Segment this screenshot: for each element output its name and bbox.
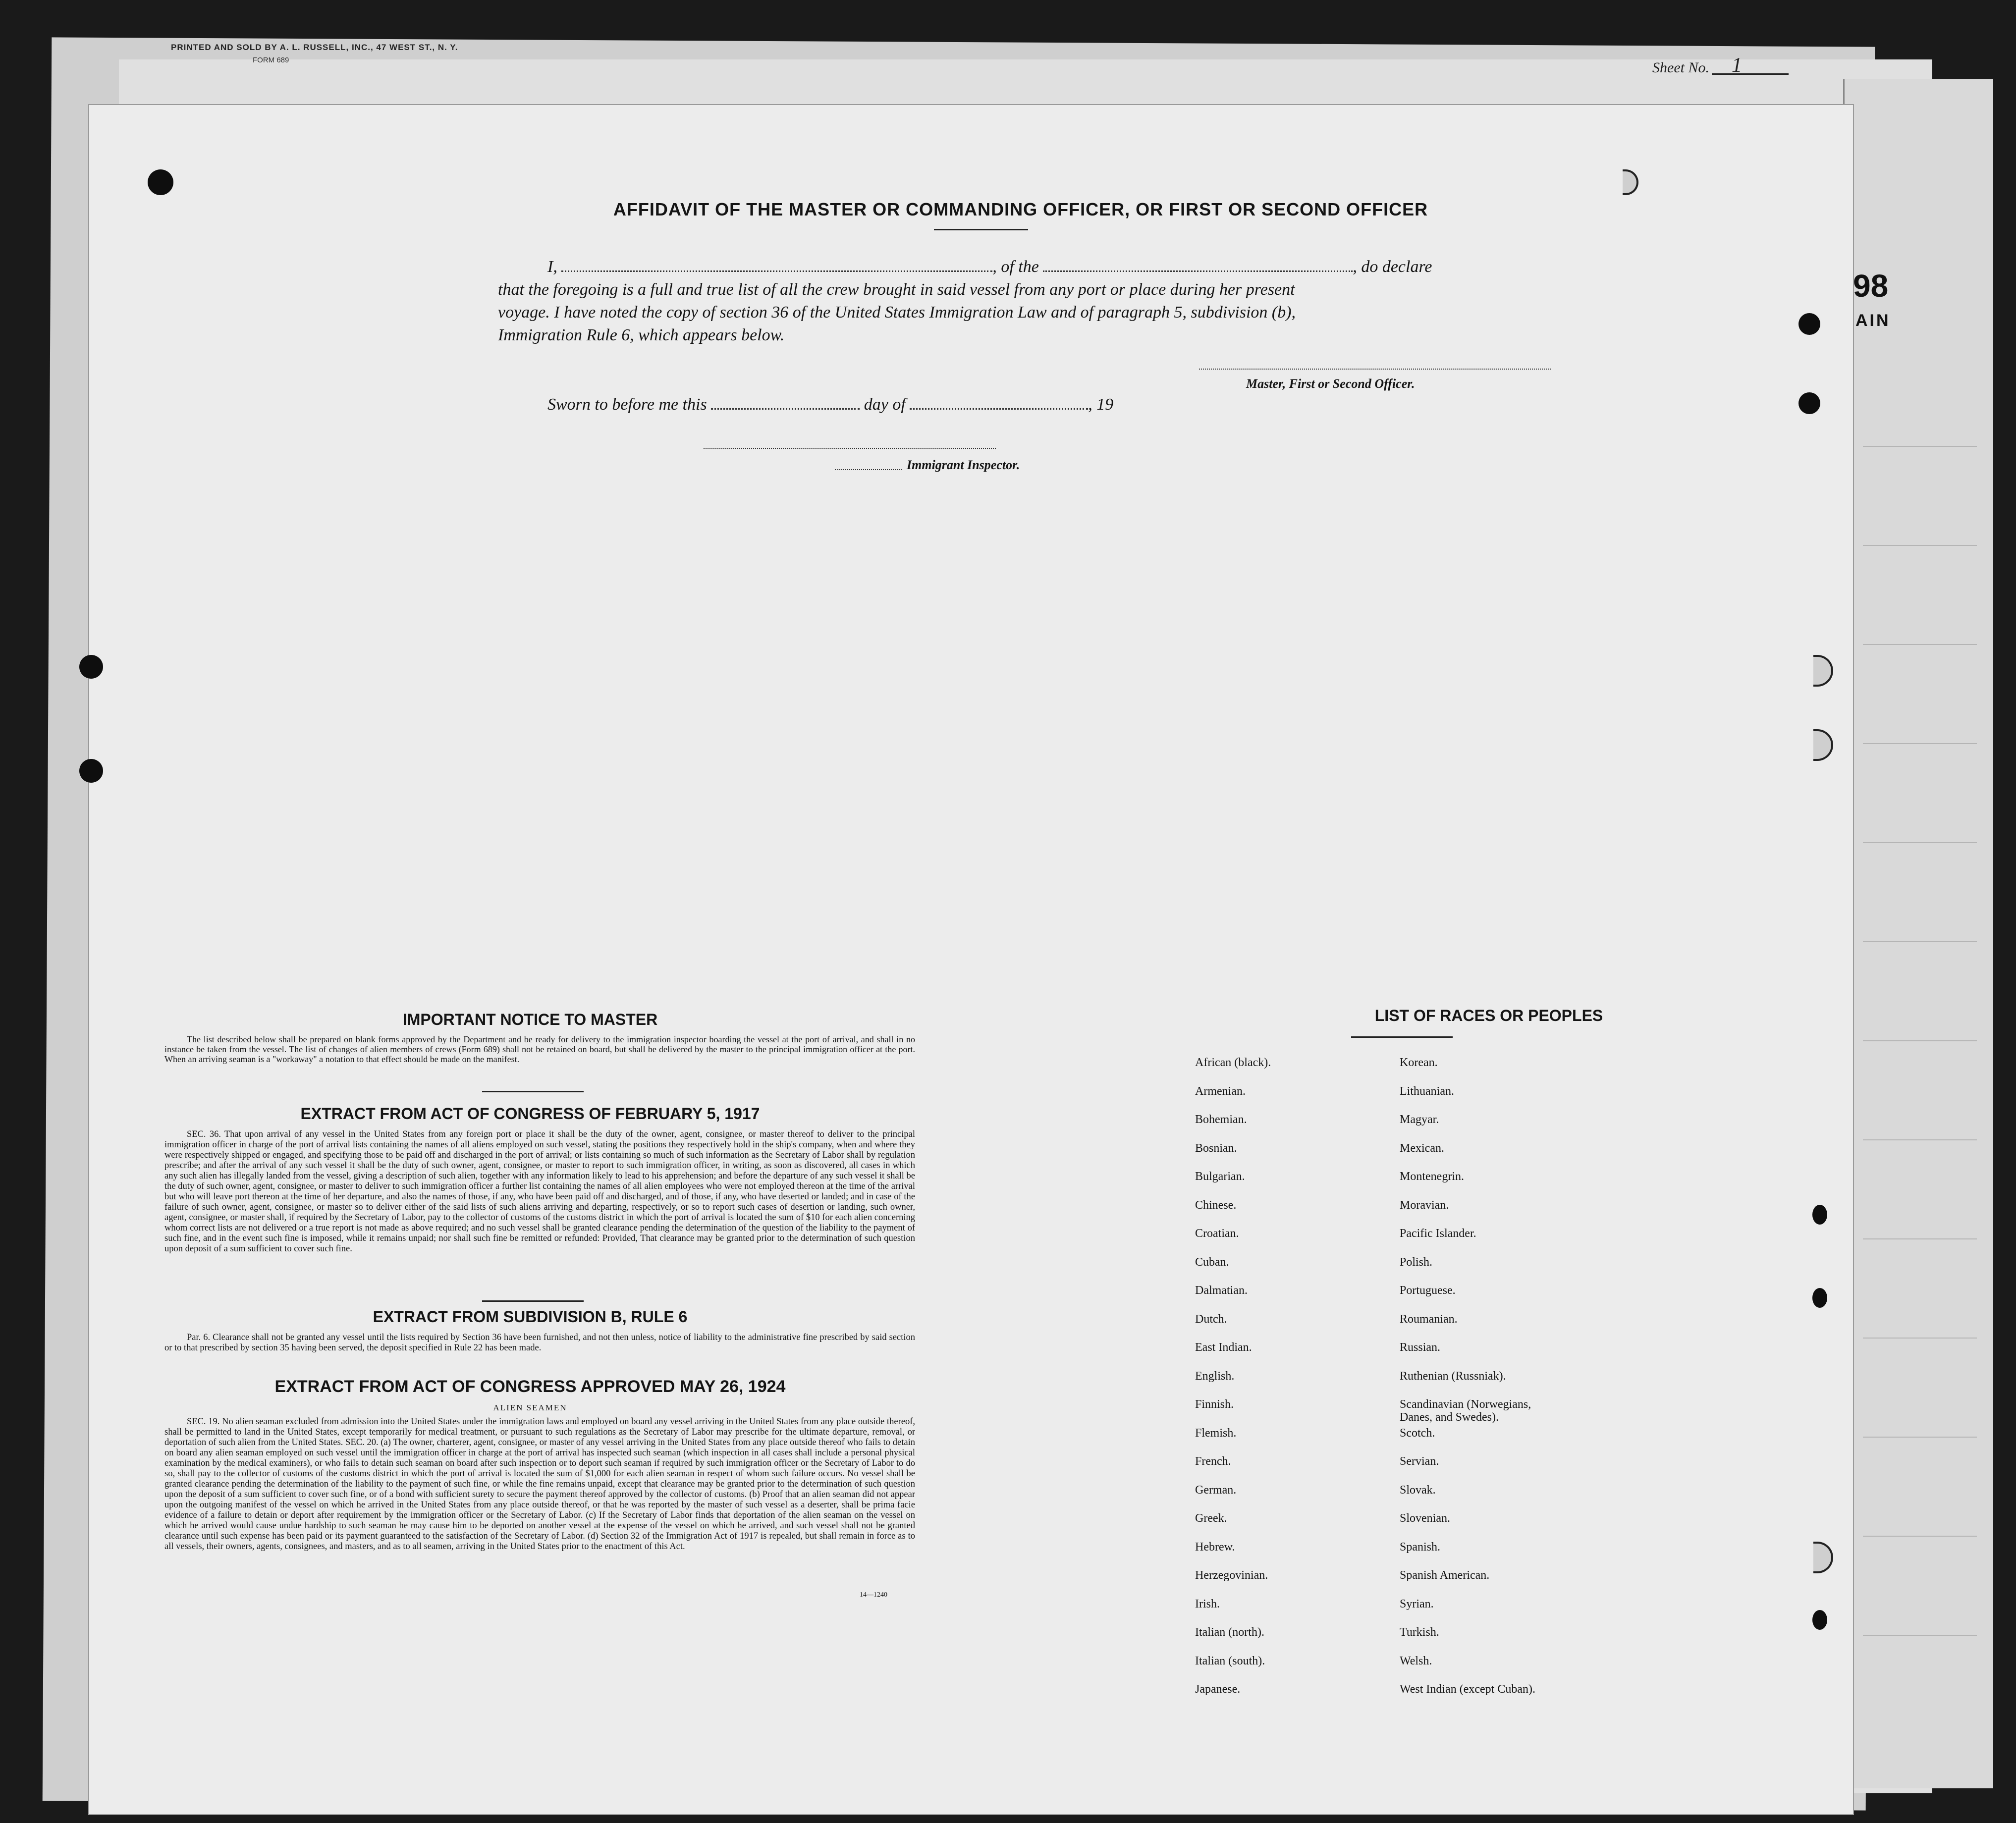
affidavit-line-2: that the foregoing is a full and true list of all the crew brought in said vessel from any port or place during her present	[498, 280, 1295, 299]
race-item: Turkish.	[1400, 1626, 1439, 1639]
ruled-line	[1863, 1338, 1977, 1339]
ruled-line	[1863, 1139, 1977, 1140]
form-code: 14—1240	[860, 1591, 887, 1599]
race-item: Scotch.	[1400, 1426, 1435, 1440]
race-item: Slovak.	[1400, 1483, 1436, 1497]
inspector-dots	[835, 469, 902, 470]
affidavit-line-3: voyage. I have noted the copy of section 36 of the United States Immigration Law and of paragraph 5, subdivision (b),	[498, 303, 1296, 322]
extract-1917-text: SEC. 36. That upon arrival of any vessel in the United States from any foreign port or place it shall be the duty of the owner, agent, consignee, or master thereof to deliver to the principal immigration officer in charge of the port of arrival lists containing the names of all aliens employed on such vessel, stating the positions they respectively hold in the ship's company, when and where they were respectively shipped or engaged, and specifying those to be paid off and discharged in the port of arrival; or lists containing so much of such information as the Secretary of Labor shall by regulation prescribe; and after the arrival of any such vessel it shall be the duty of such owner, agent, consignee, or master to report to such immigration officer, in writing, as soon as discovered, all cases in which any such alien has illegally landed from the vessel, giving a description of such alien, together with any information likely to lead to his apprehension; and before the departure of any such vessel it shall be the duty of such owner, agent, consignee, or master to deliver to such immigration officer a further list containing the names of all alien employees who were not employed thereon at the time of the arrival but who will leave port thereon at the time of her departure, and also the names of those, if any, who have been paid off and discharged, and of those, if any, who have deserted or landed; and in case of the failure of such owner, agent, consignee, or master so to deliver either of the said lists of such aliens arriving and departing, respectively, or so to report such cases of desertion or landing, such owner, agent, consignee, or master shall, if required by the Secretary of Labor, pay to the collector of customs of the customs district in which the port of arrival is located the sum of $10 for each alien concerning whom correct lists are not delivered or a true report is not made as above required; and no such vessel shall be granted clearance pending the determination of the question of the liability to the payment of such fine, and in the event such fine is imposed, while it remains unpaid; nor shall such fine be remitted or refunded: Provided, That clearance may be granted prior to the determination of such question upon deposit of a sum sufficient to cover such fine.	[164, 1129, 915, 1254]
races-title: LIST OF RACES OR PEOPLES	[1374, 1007, 1603, 1024]
race-item: Polish.	[1400, 1255, 1433, 1269]
race-item: Japanese.	[1195, 1683, 1241, 1696]
punch-hole	[1813, 655, 1833, 687]
punch-hole	[1812, 1610, 1827, 1630]
race-item: Spanish American.	[1400, 1569, 1490, 1582]
sheet-number-line	[1712, 73, 1789, 75]
race-item: Italian (north).	[1195, 1626, 1264, 1639]
punch-hole	[1798, 313, 1820, 335]
race-item: Mexican.	[1400, 1141, 1444, 1155]
race-item: Greek.	[1195, 1512, 1227, 1525]
divider	[1351, 1036, 1453, 1038]
punch-hole	[1813, 1542, 1833, 1573]
race-item: Moravian.	[1400, 1198, 1449, 1212]
vessel-blank	[1043, 266, 1353, 272]
sworn-month-blank	[910, 403, 1088, 410]
sworn-day-of: day of	[864, 395, 906, 414]
race-item: Portuguese.	[1400, 1284, 1456, 1297]
sworn-day-blank	[711, 403, 860, 410]
sworn-year: , 19	[1088, 395, 1114, 414]
punch-hole	[1813, 729, 1833, 761]
race-item: Lithuanian.	[1400, 1084, 1454, 1098]
race-item: Dutch.	[1195, 1312, 1227, 1326]
race-item: Montenegrin.	[1400, 1170, 1464, 1183]
affidavit-line-4: Immigration Rule 6, which appears below.	[498, 326, 785, 344]
race-item: Bulgarian.	[1195, 1170, 1245, 1183]
extract-rule6-text: Par. 6. Clearance shall not be granted any vessel until the lists required by Section 36 have been furnished, and not then unless, notice of liability to the administrative fine prescribed by said section or to that prescribed by section 35 having been served, the deposit specified in Rule 22 has been made.	[164, 1333, 915, 1353]
race-item: East Indian.	[1195, 1341, 1252, 1354]
ruled-line	[1863, 743, 1977, 744]
ruled-line	[1863, 1040, 1977, 1041]
race-item: Pacific Islander.	[1400, 1227, 1476, 1240]
race-item: English.	[1195, 1369, 1235, 1383]
race-item: Chinese.	[1195, 1198, 1237, 1212]
punch-hole	[1798, 392, 1820, 414]
document-page	[89, 105, 1853, 1814]
ruled-line	[1863, 1536, 1977, 1537]
divider	[482, 1091, 584, 1092]
ruled-line	[1863, 446, 1977, 447]
ruled-line	[1863, 1238, 1977, 1239]
extract-1917-title: EXTRACT FROM ACT OF CONGRESS OF FEBRUARY 5, 1917	[300, 1105, 760, 1123]
master-signature-label: Master, First or Second Officer.	[1246, 376, 1415, 391]
race-item: Korean.	[1400, 1056, 1438, 1069]
race-item: Dalmatian.	[1195, 1284, 1248, 1297]
race-item: Spanish.	[1400, 1540, 1441, 1554]
race-item: Welsh.	[1400, 1654, 1432, 1667]
side-number: 98	[1853, 268, 1889, 304]
inspector-signature-line	[704, 448, 996, 449]
race-item: Syrian.	[1400, 1597, 1434, 1610]
race-item: Croatian.	[1195, 1227, 1239, 1240]
name-blank	[561, 266, 992, 272]
affidavit-i: I,	[547, 258, 557, 276]
right-edge-sheet	[1843, 79, 1993, 1788]
race-item: Irish.	[1195, 1597, 1220, 1610]
sworn-label: Sworn to before me this	[547, 395, 707, 414]
race-item: German.	[1195, 1483, 1237, 1497]
printer-line: PRINTED AND SOLD BY A. L. RUSSELL, INC., 47 WEST ST., N. Y.	[171, 43, 458, 52]
affidavit-title: AFFIDAVIT OF THE MASTER OR COMMANDING OFFICER, OR FIRST OR SECOND OFFICER	[613, 199, 1428, 219]
divider	[934, 229, 1028, 230]
race-item: Ruthenian (Russniak).	[1400, 1369, 1506, 1383]
master-signature-line	[1199, 369, 1551, 370]
punch-hole	[1812, 1205, 1827, 1225]
race-item: Slovenian.	[1400, 1512, 1450, 1525]
race-item: Bohemian.	[1195, 1113, 1247, 1126]
notice-title: IMPORTANT NOTICE TO MASTER	[402, 1011, 658, 1028]
sheet-number: 1	[1732, 54, 1742, 77]
ruled-line	[1863, 1635, 1977, 1636]
race-item: Magyar.	[1400, 1113, 1439, 1126]
ruled-line	[1863, 644, 1977, 645]
race-item: Russian.	[1400, 1341, 1441, 1354]
divider	[482, 1300, 584, 1302]
race-item: West Indian (except Cuban).	[1400, 1683, 1535, 1696]
affidavit-do-declare: , do declare	[1353, 258, 1432, 276]
ruled-line	[1863, 842, 1977, 843]
punch-hole	[1623, 169, 1638, 195]
ruled-line	[1863, 1437, 1977, 1438]
race-item: Finnish.	[1195, 1398, 1234, 1411]
sheet-label: Sheet No.	[1652, 59, 1709, 76]
sworn-line	[547, 395, 1113, 414]
race-item: Roumanian.	[1400, 1312, 1458, 1326]
race-item: Herzegovinian.	[1195, 1569, 1268, 1582]
punch-hole	[79, 759, 103, 783]
form-number: FORM 689	[253, 56, 289, 64]
race-item: Italian (south).	[1195, 1654, 1265, 1667]
inspector-signature-label: Immigrant Inspector.	[907, 458, 1020, 472]
race-item: African (black).	[1195, 1056, 1271, 1069]
affidavit-of-the: , of the	[992, 258, 1039, 276]
race-item: Bosnian.	[1195, 1141, 1237, 1155]
extract-1924-text: SEC. 19. No alien seaman excluded from admission into the United States under the immigration laws and employed on board any vessel arriving in the United States from any place outside thereof, shall be permitted to land in the United States, except temporarily for medical treatment, or pursuant to such regulations as the Secretary of Labor may prescribe for the ultimate departure, removal, or deportation of such alien from the United States. SEC. 20. (a) The owner, charterer, agent, consignee, or master of any vessel arriving in the United States from any place outside thereof who fails to detain on board any alien seaman employed on such vessel until the immigration officer in charge at the port of arrival has inspected such seaman (which inspection in all cases shall include a personal physical examination by the medical examiners), or who fails to detain such seaman on board after such inspection or to deport such seaman if required by such immigration officer or the Secretary of Labor to do so, shall pay to the collector of customs of the customs district in which the port of arrival is located the sum of $1,000 for each alien seaman in respect of whom such failure occurs. No vessel shall be granted clearance pending the determination of the liability to the payment of such fine, or while the fine remains unpaid, except that clearance may be granted prior to the determination of such question upon the deposit of a sum sufficient to cover such fine, or of a bond with sufficient surety to secure the payment thereof approved by the collector of customs. (b) Proof that an alien seaman did not appear upon the outgoing manifest of the vessel on which he arrived in the United States from any place outside thereof, or that he was reported by the master of such vessel as a deserter, shall be prima facie evidence of a failure to detain or deport after requirement by the immigration officer or the Secretary of Labor. (c) If the Secretary of Labor finds that deportation of the alien seaman on the vessel on which he arrived would cause undue hardship to such seaman he may cause him to be deported on another vessel at the expense of the vessel on which he arrived, and such vessel shall not be granted clearance until such expense has been paid or its payment guaranteed to the satisfaction of the Secretary of Labor. (d) Section 32 of the Immigration Act of 1917 is repealed, but shall remain in force as to all vessels, their owners, agents, consignees, and masters, and as to all seamen, arriving in the United States prior to the enactment of this Act.	[164, 1417, 915, 1552]
race-item: Hebrew.	[1195, 1540, 1235, 1554]
race-item: Cuban.	[1195, 1255, 1229, 1269]
affidavit-line-1	[547, 258, 1432, 276]
race-item: Servian.	[1400, 1455, 1439, 1468]
notice-text: The list described below shall be prepared on blank forms approved by the Department and be ready for delivery to the immigration inspector boarding the vessel at the port of arrival, and shall in no instance be taken from the vessel. The list of changes of alien members of crews (Form 689) shall not be retained on board, but shall be delivered by the master to the principal immigration officer at the port. When an arriving seaman is a "workaway" a notation to that effect should be made on the manifest.	[164, 1034, 915, 1064]
ruled-line	[1863, 545, 1977, 546]
extract-rule6-title: EXTRACT FROM SUBDIVISION B, RULE 6	[373, 1308, 688, 1326]
side-text: AIN	[1855, 311, 1891, 330]
alien-seamen-subtitle: ALIEN SEAMEN	[493, 1403, 567, 1412]
punch-hole	[79, 655, 103, 679]
punch-hole	[1812, 1288, 1827, 1308]
race-item: Scandinavian (Norwegians,	[1400, 1398, 1531, 1411]
race-item: Armenian.	[1195, 1084, 1246, 1098]
ruled-line	[1863, 941, 1977, 942]
race-item: French.	[1195, 1455, 1231, 1468]
race-item: Danes, and Swedes).	[1400, 1411, 1499, 1424]
punch-hole	[148, 169, 173, 195]
extract-1924-title: EXTRACT FROM ACT OF CONGRESS APPROVED MAY 26, 1924	[274, 1377, 786, 1396]
race-item: Flemish.	[1195, 1426, 1237, 1440]
